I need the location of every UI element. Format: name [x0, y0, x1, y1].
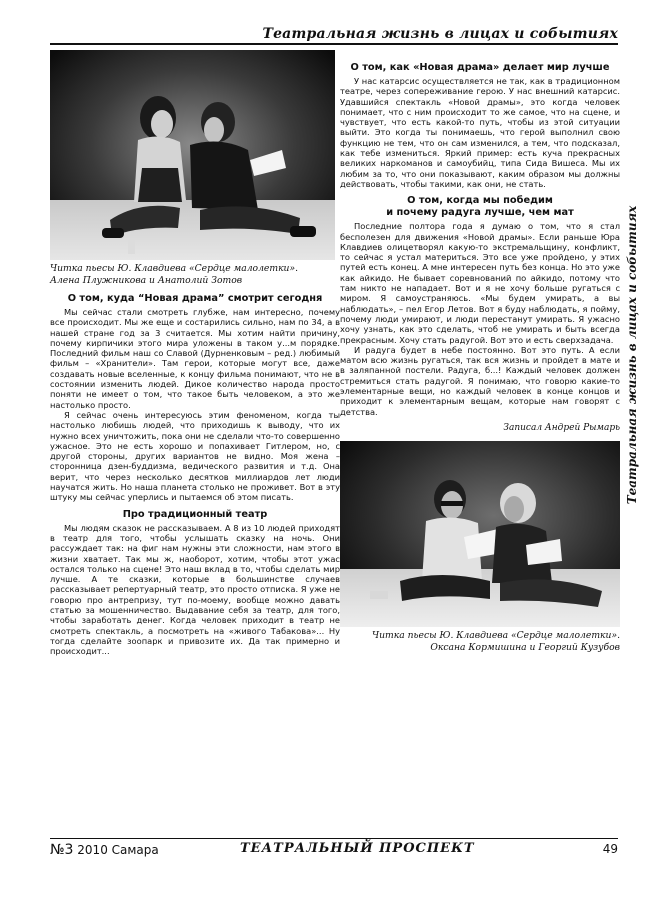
- caption-line: Алена Плужникова и Анатолий Зотов: [50, 275, 243, 286]
- photo-reading-1: [50, 50, 335, 260]
- caption-line: Читка пьесы Ю. Клавдиева «Сердце малолетки».: [371, 629, 620, 641]
- paragraph: У нас катарсис осуществляется не так, как в традиционном театре, через сопереживание герою. У нас внешний катарсис. Удавшийся спектакль «Новой драмы», это когда человек понимает, что с ним происходит то же самое, что на сцене, и чувствует, что есть какой-то путь, чтобы из этой ситуации выйти. Это когда ты понимаешь, что герой выполнил свою функцию не тем, что он сам изменился, а тем, что подсказал, как тебе измениться. Яркий пример: есть куча прекрасных великих наркоманов и самоубийц, типа Сида Вишеса. Мы их любим за то, что они показывают, каким образом мы должны действовать, чтобы такими, как они, не стать.: [340, 76, 620, 189]
- issue-number: №3: [50, 842, 74, 858]
- paragraph: Мы людям сказок не рассказываем. А 8 из 10 людей приходят в театр для того, чтобы услышать сказку на ночь. Они рассуждает так: на фиг нам нужны эти сложности, нам этого в жизни хватает. Так мы ж, наоборот, хотим, чтобы этот ужас остался только на сцене! Это наш вклад в то, чтобы сделать мир лучше. А те сказки, которые в большинстве случаев рассказывает репертуарный театр, это просто отписка. Я уже не говорю про антрепризу, тут по-моему, вообще можно давать статью за мошенничество. Выдавание себя за театр, для того, чтобы заработать денег. Когда человек приходит в театр не смотреть спектакль, а посмотреть на «живого Табакова»... Ну тогда сделайте зоопарк и привозите их. Да так примерно и происходит...: [50, 522, 340, 657]
- paragraph: И радуга будет в небе постоянно. Вот это путь. А если матом всю жизнь ругаться, так вся жизнь и пройдет в мате и в заляпанной постели. Радуга, б...! Каждый человек должен стремиться стать радугой. Я понимаю, что говорю какие-то элементарные вещи, но каждый человек в конце концов и приходит к элементарным вещам, которые нам говорят с детства.: [340, 344, 620, 417]
- rubric-title: Театральная жизнь в лицах и событиях: [262, 26, 618, 42]
- right-column: [340, 50, 620, 654]
- author-signature: Записал Андрей Рымарь: [503, 422, 620, 433]
- caption-line: Оксана Кормишина и Георгий Кузубов: [430, 641, 620, 653]
- section-heading: [340, 195, 620, 219]
- side-rubric-text: Театральная жизнь в лицах и событиях: [625, 205, 639, 505]
- photo-reading-2: [340, 441, 620, 627]
- page-number: 49: [602, 842, 618, 856]
- section-heading: О том, как «Новая драма» делает мир лучше: [350, 62, 610, 73]
- left-column: [50, 50, 340, 657]
- issue-year-city: 2010 Самара: [73, 843, 159, 857]
- photo-caption-2: [340, 630, 620, 654]
- section-heading: О том, куда “Новая драма” смотрит сегодня: [67, 293, 323, 304]
- side-rubric-tab: [622, 205, 642, 505]
- page-footer: [50, 838, 618, 858]
- heading-line: и почему радуга лучше, чем мат: [386, 207, 574, 219]
- magazine-masthead: ТЕАТРАЛЬНЫЙ ПРОСПЕКТ: [240, 841, 475, 856]
- photo-actors-back-to-back: [50, 50, 335, 260]
- photo-caption-1: [50, 263, 340, 287]
- footer-rule: [50, 838, 618, 839]
- issue-info: [50, 842, 159, 858]
- page-header: [50, 24, 618, 46]
- caption-line: Читка пьесы Ю. Клавдиева «Сердце малолетки».: [50, 263, 299, 274]
- paragraph: Мы сейчас стали смотреть глубже, нам интересно, почему все происходит. Мы же еще и состарились сильно, нам по 34, а в нашей стране год за 3 считается. Мы хотим найти причину, почему кирпичики этого мира уложены в таком у...м порядке. Последний фильм наш со Славой (Дурненковым – ред.) любимый фильм – «Хранители». Там герои, которые могут все, даже создавать новые вселенные, к концу фильма понимают, что не в состоянии изменить людей. Дикое количество народа просто поняти не имеет о том, что такое быть человеком, а это же настолько просто.: [50, 307, 340, 410]
- heading-line: О том, когда мы победим: [407, 195, 553, 207]
- section-heading: Про традиционный театр: [122, 508, 268, 520]
- photo-actors-reading: [340, 441, 620, 627]
- header-rule: [50, 43, 618, 45]
- paragraph: Последние полтора года я думаю о том, что я стал бесполезен для движения «Новой драмы». Если раньше Юра Клавдиев олицетворял какую-то экстремальщину, конфликт, то сейчас я устал материться. Это все уже пройдено, у этих путей есть конец. А мне интересен путь без конца. Но это уже как айкидо. Не бывает соревнований по айкидо, потому что там никто не нападает. Вот и я не хочу больше ругаться с миром. Я самоустраняюсь. «Мы будем умирать, а вы наблюдать», – пел Егор Летов. Вот я буду наблюдать, я пойму, почему люди умирают, и люди перестанут умирать. Я ужасно хочу узнать, как это сделать, чтоб не умирать и быть всегда прекрасным. Хочу стать радугой. Вот это и есть сверхзадача.: [340, 221, 620, 345]
- paragraph: Я сейчас очень интересуюсь этим феноменом, когда ты настолько любишь людей, что приходишь к выводу, что их нужно всех уничтожить, пока они не сделали что-то совершенно ужасное. Это не есть хорошо и попахивает Гитлером, но, с другой стороны, других вариантов не видно. Моя жена – сторонница дзен-буддизма, ведического развития и т.д. Она верит, что через несколько десятков миллиардов лет люди научатся жить. Но наша планета столько не проживет. Вот в эту штуку мы сейчас уперлись и пытаемся об этом писать.: [50, 409, 340, 503]
